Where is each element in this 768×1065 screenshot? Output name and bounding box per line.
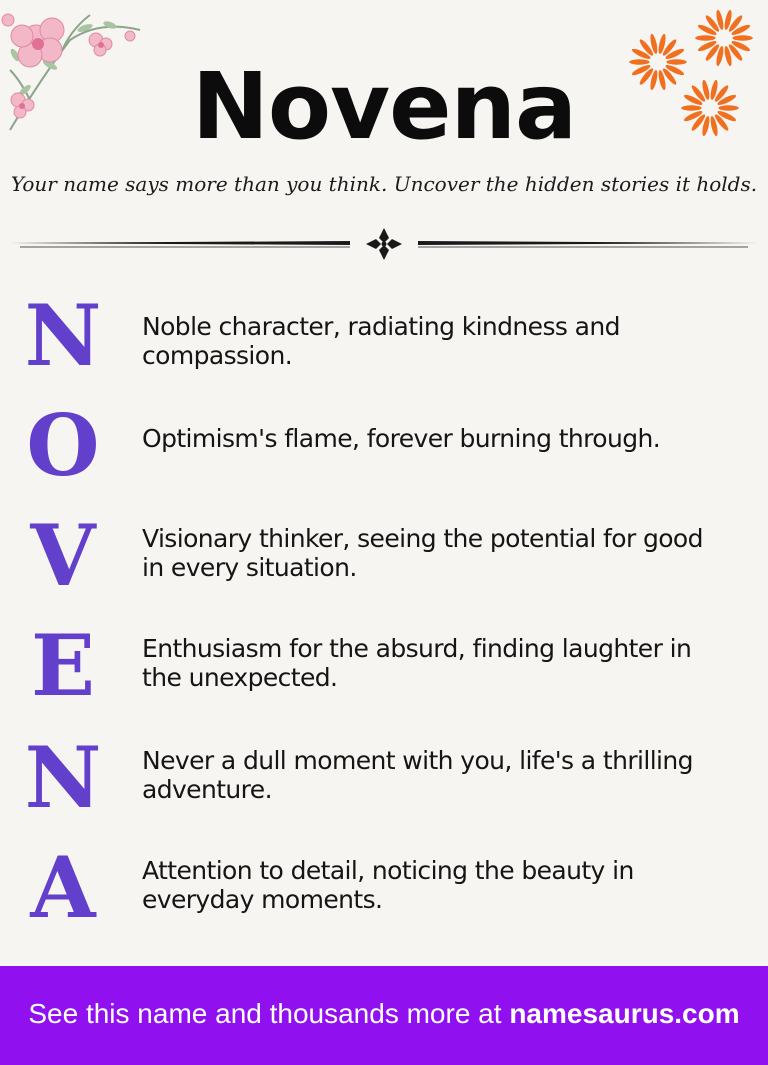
- letter-description: Optimism's flame, forever burning through.: [142, 424, 661, 453]
- initial-letter: A: [30, 838, 96, 937]
- letter-row: [0, 616, 768, 730]
- footer-prefix: See this name and thousands more at: [28, 998, 510, 1029]
- letter-description: Never a dull moment with you, life's a thrilling adventure.: [142, 746, 693, 804]
- initial-letter: E: [30, 616, 96, 715]
- letter-description: Enthusiasm for the absurd, finding laughter in the unexpected.: [142, 634, 692, 692]
- letter-row: [0, 506, 768, 620]
- letter-description: Attention to detail, noticing the beauty in everyday moments.: [142, 856, 634, 914]
- letter-description: Visionary thinker, seeing the potential for good in every situation.: [142, 524, 703, 582]
- tagline: Your name says more than you think. Uncover the hidden stories it holds.: [10, 172, 758, 196]
- ornament-cross-icon: [366, 228, 402, 260]
- footer-text: [0, 998, 768, 1030]
- letter-description: Noble character, radiating kindness and compassion.: [142, 312, 620, 370]
- page-title: Novena: [191, 53, 577, 160]
- footer-banner: [0, 966, 768, 1065]
- initial-letter: N: [24, 286, 102, 385]
- letter-row: [0, 838, 768, 952]
- initial-letter: O: [26, 396, 100, 495]
- letter-row: [0, 728, 768, 842]
- ornament-divider: [10, 224, 758, 264]
- footer-site-link[interactable]: namesaurus.com: [509, 998, 740, 1029]
- initial-letter: V: [30, 506, 96, 605]
- initial-letter: N: [24, 728, 102, 827]
- letter-row: [0, 396, 768, 510]
- letter-row: [0, 286, 768, 400]
